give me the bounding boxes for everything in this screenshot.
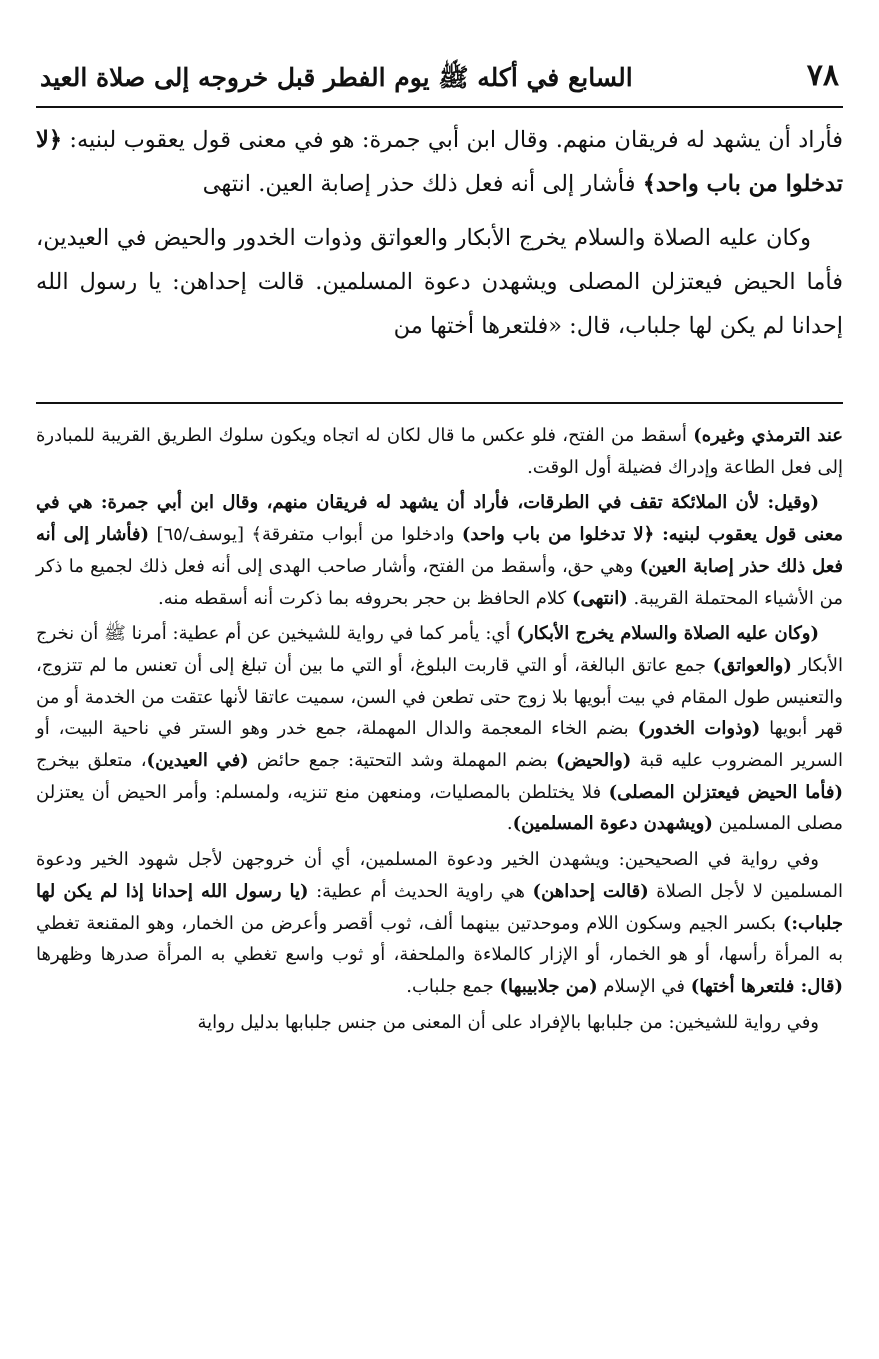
page-number: ٧٨	[806, 58, 839, 93]
commentary-text: فلا يختلطن بالمصليات، ومنعهن منع تنزيه، ولمسلم: وأمر الحيض أن يعتزلن مصلى المسلمين	[36, 781, 843, 835]
quoted-text: (من جلابيبها)	[499, 975, 598, 997]
commentary-paragraph	[36, 844, 843, 1003]
commentary-text: بكسر الجيم وسكون اللام وموحدتين بينهما ألف، ثوب أقصر وأعرض من الخمار، وهو المقنعة تغطي به المرأة رأسها، أو هو الخمار، أو الإزار كالملاءة والملحفة، أو ثوب واسع تغطي به المرأة صدرها وظهرها	[36, 912, 843, 966]
quoted-text: عند الترمذي وغيره)	[693, 425, 843, 446]
commentary-text: وفي رواية للشيخين: من جلبابها بالإفراد على أن المعنى من جنس جلبابها بدليل رواية	[197, 1011, 819, 1033]
commentary-text: في الإسلام	[597, 975, 691, 997]
quoted-text: (والحيض)	[555, 750, 632, 772]
quoted-text: (وذوات الخدور)	[637, 718, 761, 740]
commentary-text: ، متعلق بيخرج	[36, 750, 147, 772]
footnote-divider	[36, 402, 843, 404]
commentary-text: أسقط من الفتح، فلو عكس ما قال لكان له اتجاه ويكون سلوك الطريق القريبة للمبادرة إلى فعل الطاعة وإدراك فضيلة أول الوقت.	[36, 425, 843, 478]
quoted-text: (وكان عليه الصلاة والسلام يخرج الأبكار)	[516, 623, 820, 645]
running-title: السابع في أكله ﷺ يوم الفطر قبل خروجه إلى صلاة العيد	[40, 63, 633, 92]
commentary-text: وفي رواية في الصحيحين: ويشهدن الخير ودعوة المسلمين، أي أن خروجهن لأجل شهود الخير ودعوة المسلمين لا لأجل الصلاة	[36, 849, 844, 902]
quoted-text: (يا رسول الله إحدانا إذا لم يكن لها جلباب:)	[36, 880, 843, 934]
page-header	[36, 54, 843, 102]
quoted-text: (وقيل: لأن الملائكة تقف في الطرقات، فأراد أن يشهد له فريقان منهم، وقال ابن أبي جمرة: هي في معنى قول يعقوب لبنيه: ﴿لا تدخلوا من باب واحد)	[36, 492, 844, 546]
quoted-text: (قالت إحداهن)	[532, 880, 649, 902]
commentary-text: جمع جلباب.	[406, 975, 500, 997]
quoted-text: (قال: فلتعرها أختها)	[690, 975, 843, 997]
commentary-text: .	[506, 813, 513, 835]
commentary-paragraph	[36, 618, 843, 840]
commentary-text: أي: يأمر كما في رواية للشيخين عن أم عطية: أمرنا ﷺ أن نخرج الأبكار	[36, 623, 843, 676]
quoted-text: (انتهى)	[571, 587, 628, 609]
commentary-text: هي راوية الحديث أم عطية:	[308, 880, 533, 902]
quoted-text: (فأما الحيض فيعتزلن المصلى)	[608, 781, 843, 803]
main-text-segment: فأراد أن يشهد له فريقان منهم. وقال ابن أبي جمرة: هو في معنى قول يعقوب لبنيه:	[62, 127, 843, 153]
main-text-segment: فأشار إلى أنه فعل ذلك حذر إصابة العين. انتهى	[202, 171, 643, 197]
commentary-paragraph	[36, 487, 843, 614]
main-paragraph	[36, 118, 843, 206]
commentary-paragraph	[36, 420, 843, 483]
main-text	[36, 118, 843, 348]
commentary-text: بضم الخاء المعجمة والدال المهملة، جمع خدر وهو الستر في ناحية البيت، أو السرير المضروب عليه قبة	[36, 718, 844, 772]
commentary-text: وادخلوا من أبواب متفرقة﴾ [يوسف/٦٥]	[149, 524, 462, 546]
commentary-text: جمع عاتق البالغة، أو التي قاربت البلوغ، أو التي ما بين أن تبلغ إلى أن تعنس ما لم تتزوج، والتعنيس طول المقام في بيت أبويها بلا زوج حتى تطعن في السن، سميت عاتقا لأنها عتقت من الخدمة أو من قهر أبويها	[36, 654, 843, 740]
commentary-paragraph	[36, 1007, 843, 1039]
quoted-text: (ويشهدن دعوة المسلمين)	[512, 813, 713, 835]
main-paragraph: وكان عليه الصلاة والسلام يخرج الأبكار والعواتق وذوات الخدور والحيض في العيدين، فأما الحيض فيعتزلن المصلى ويشهدن دعوة المسلمين. قالت إحداهن: يا رسول الله إحدانا لم يكن لها جلباب، قال: «فلتعرها أختها من	[36, 225, 843, 339]
quoted-text: (في العيدين)	[146, 750, 249, 772]
quran-quote: ﴿لا تدخلوا من باب واحد﴾	[36, 127, 843, 197]
commentary-text: وهي حق، وأسقط من الفتح، وأشار صاحب الهدى إلى أنه فعل ذلك لجميع ما ذكر من الأشياء المحتملة القريبة.	[36, 555, 843, 609]
commentary	[36, 420, 843, 1042]
commentary-text: بضم المهملة وشد التحتية: جمع حائض	[248, 750, 556, 772]
commentary-text: كلام الحافظ بن حجر بحروفه بما ذكرت أنه أسقطه منه.	[158, 587, 572, 609]
quoted-text: (والعواتق)	[712, 654, 792, 676]
quoted-text: (فأشار إلى أنه فعل ذلك حذر إصابة العين)	[36, 524, 843, 577]
header-divider	[36, 106, 843, 108]
